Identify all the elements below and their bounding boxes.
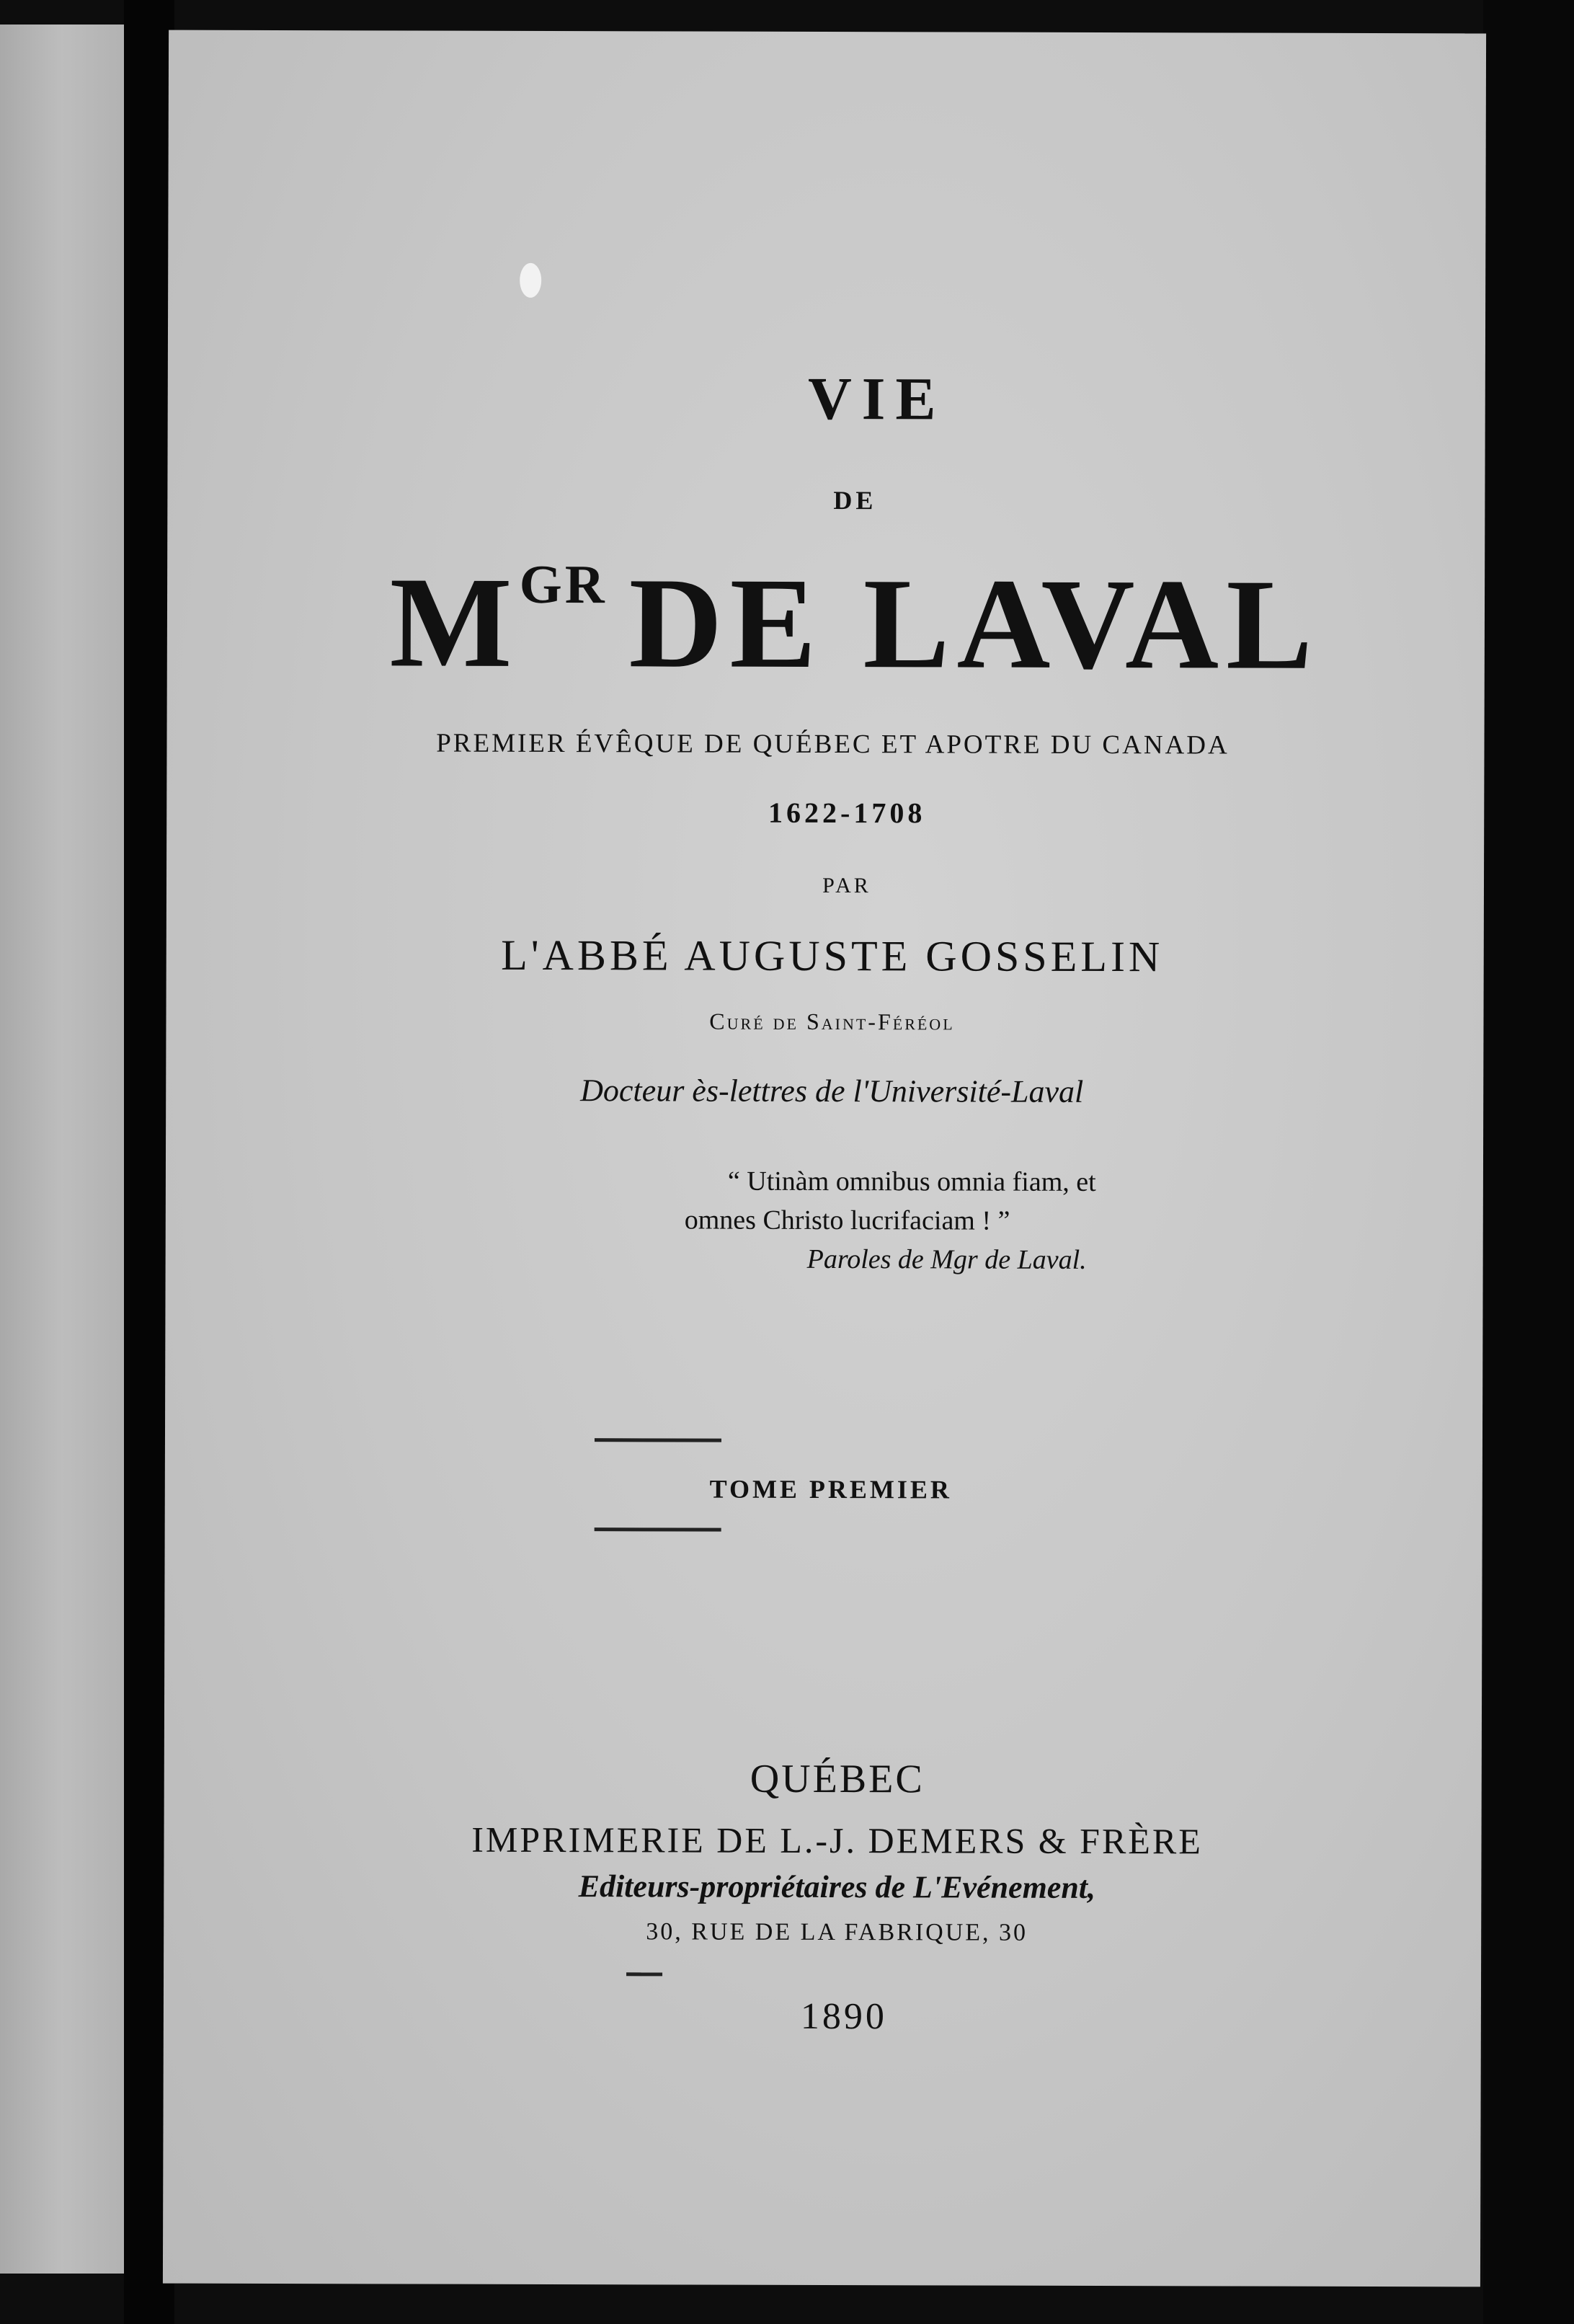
- title-name: DE LAVAL: [628, 551, 1320, 696]
- book-title: [167, 550, 1513, 696]
- title-honorific: M: [389, 550, 520, 694]
- by-line: PAR: [822, 873, 871, 898]
- title-de: DE: [833, 486, 877, 515]
- divider-bottom: [595, 1527, 721, 1531]
- imprint-printer: IMPRIMERIE DE L.-J. DEMERS & FRÈRE: [471, 1819, 1203, 1862]
- divider-short: [626, 1972, 662, 1976]
- volume-label: TOME PREMIER: [709, 1474, 953, 1504]
- epigraph-line-2: omnes Christo lucrifaciam ! ”: [684, 1205, 1010, 1236]
- author-name: L'ABBÉ AUGUSTE GOSSELIN: [501, 931, 1164, 981]
- epigraph-attribution: Paroles de Mgr de Laval.: [806, 1243, 1087, 1275]
- imprint-year: 1890: [800, 1995, 887, 2038]
- divider-top: [595, 1438, 721, 1442]
- imprint-city: QUÉBEC: [750, 1756, 925, 1802]
- paper-blemish: [520, 263, 541, 298]
- author-position: Curé de Saint-Féréol: [709, 1008, 955, 1035]
- imprint-address: 30, RUE DE LA FABRIQUE, 30: [646, 1918, 1028, 1946]
- facing-page-edge: [0, 25, 124, 2274]
- title-vie: VIE: [807, 365, 946, 433]
- title-page: [163, 30, 1486, 2287]
- scan-border: [1483, 0, 1574, 2324]
- author-degree: Docteur ès-lettres de l'Université-Laval: [580, 1073, 1084, 1109]
- epigraph-line-1: “ Utinàm omnibus omnia fiam, et: [727, 1166, 1096, 1197]
- epigraph: [685, 1161, 1362, 1279]
- subtitle: PREMIER ÉVÊQUE DE QUÉBEC ET APOTRE DU CANADA: [436, 728, 1230, 760]
- life-dates: 1622-1708: [768, 796, 926, 830]
- title-honorific-superscript: GR: [519, 554, 608, 616]
- imprint-publisher: Editeurs-propriétaires de L'Evénement,: [578, 1868, 1096, 1905]
